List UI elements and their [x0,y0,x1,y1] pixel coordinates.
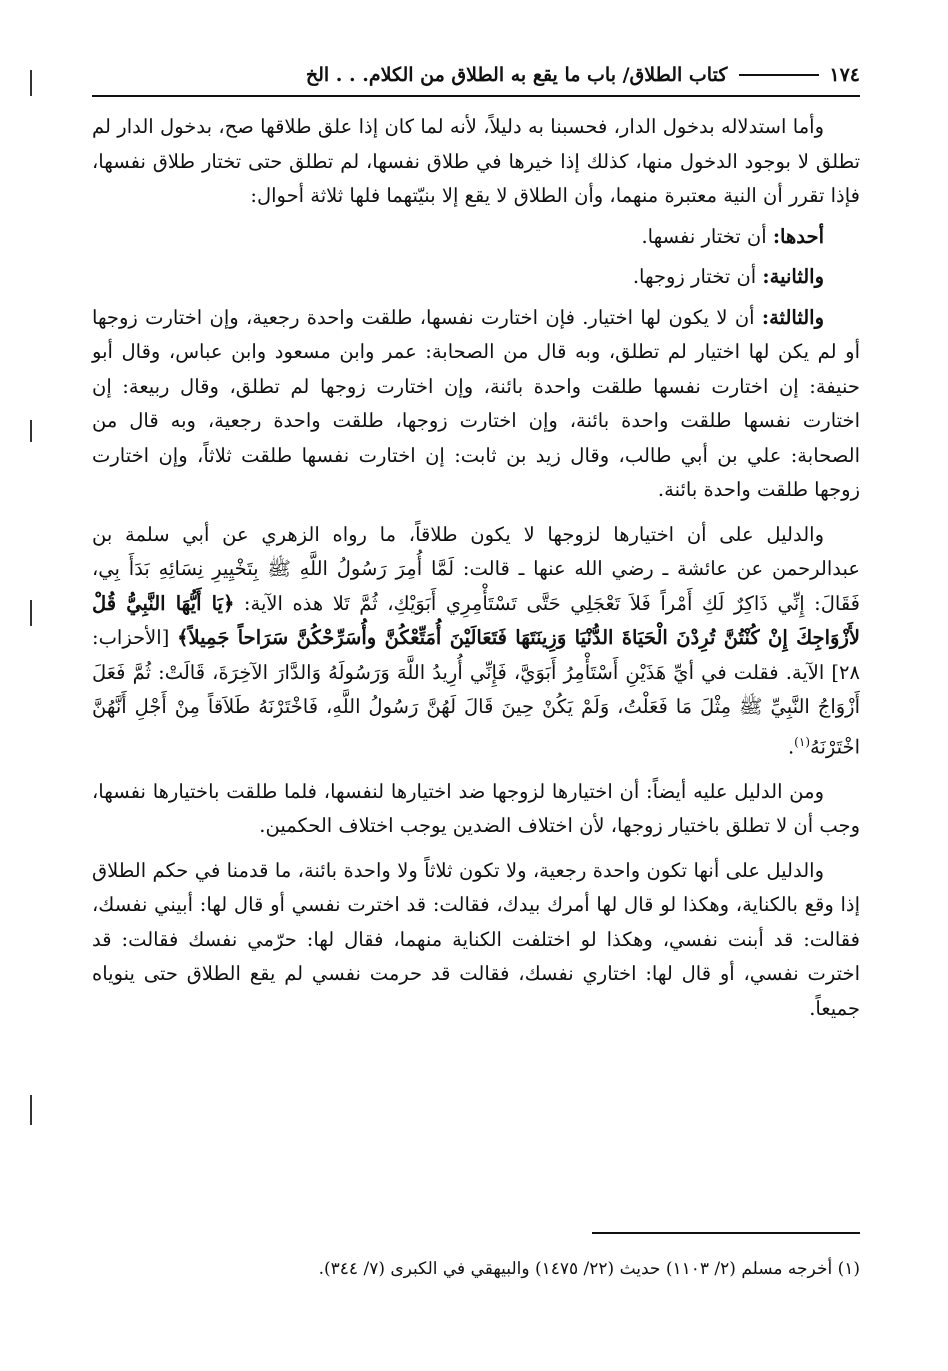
state-second [92,260,860,295]
state-third-text: أن لا يكون لها اختيار. فإن اختارت نفسها، طلقت واحدة رجعية، وإن اختارت زوجها أو لم يكن لها اختيار لم تطلق، وبه قال من الصحابة: عمر وابن مسعود وابن عباس، وقال أبو حنيفة: إن اختارت نفسها طلقت واحدة بائنة، وإن اختارت زوجها لم تطلق، وقال ربيعة: إن اختارت نفسها طلقت واحدة بائنة، وإن اختارت زوجها، طلقت واحدة رجعية، وبه قال من الصحابة: علي بن أبي طالب، وقال زيد بن ثابت: إن اختارت نفسها طلقت ثلاثاً، وإن اختارت زوجها طلقت واحدة بائنة. [92,305,860,501]
margin-mark [30,600,32,626]
evidence-1-text-b: [الأحزاب: ٢٨] الآية. فقلت في أيِّ هَذَيْنِ أَسْتَأْمِرُ أَبَوَيَّ، فَإِنِّي أُرِيدُ اللَّهَ وَرَسُولَهُ وَالدَّارَ الآخِرَةَ، قَالَتْ: ثُمَّ فَعَلَ أَزْوَاجُ النَّبِيِّ ﷺ مِثْلَ مَا فَعَلْتُ، وَلَمْ يَكُنْ حِينَ قَالَ لَهُنَّ رَسُولُ اللَّهِ، فَاخْتَرْنَهُ طَلاَقاً مِنْ أَجْلِ أَنَّهُنَّ اخْتَرْنَهُ [92,626,860,758]
state-second-label: والثانية: [762,265,824,288]
page-number: ١٧٤ [829,64,860,86]
paragraph-intro: وأما استدلاله بدخول الدار، فحسبنا به دليلاً، لأنه لما كان إذا علق طلاقها صح، بدخول الدار لم تطلق لا بوجود الدخول منها، كذلك إذا خيرها في طلاق نفسها، لم تطلق حتى تختار طلاق نفسها، فإذا تقرر أن النية معتبرة منهما، وأن الطلاق لا يقع إلا بنيّتهما فلها ثلاثة أحوال: [92,115,860,207]
state-first [92,220,860,255]
margin-mark [30,420,32,442]
paragraph-evidence-1 [92,518,860,765]
running-title: كتاب الطلاق/ باب ما يقع به الطلاق من الكلام. . . الخ [305,64,728,86]
state-first-text: أن تختار نفسها. [641,224,773,248]
paragraph-evidence-3: والدليل على أنها تكون واحدة رجعية، ولا تكون ثلاثاً ولا واحدة بائنة، ما قدمنا في حكم الطلاق إذا وقع بالكناية، وهكذا لو قال لها أمرك بيدك، فقالت: قد اخترت نفسي أو قال لها: أبيني نفسك، فقالت: قد أبنت نفسي، وهكذا لو اختلفت الكناية منهما، فقال لها: حرّمي نفسك فقالت: قد اخترت نفسي، أو قال لها: اختاري نفسك، فقالت قد حرمت نفسي لم يقع الطلاق حتى ينوياه جميعاً. [92,858,860,1020]
margin-mark [30,1095,32,1125]
margin-mark [30,70,32,96]
running-header [92,58,860,92]
evidence-1-end: . [787,735,795,758]
header-rule [92,95,860,97]
state-second-text: أن تختار زوجها. [632,265,763,288]
state-third [92,301,860,508]
main-text [92,110,860,1032]
state-third-label: والثالثة: [761,305,824,329]
footnote-separator [592,1232,860,1234]
header-dash [739,74,819,76]
evidence-1-text-a: والدليل على أن اختيارها لزوجها لا يكون طلاقاً، ما رواه الزهري عن أبي سلمة بن عبدالرحمن عن عائشة ـ رضي الله عنها ـ قالت: لَمَّا أُمِرَ رَسُولُ اللَّهِ ﷺ بِتَخْيِيرِ نِسَائِهِ بَدَأَ بِي، فَقَالَ: إِنِّي ذَاكِرٌ لَكِ أَمْراً فَلاَ تَعْجَلِي حَتَّى تَسْتَأْمِرِي أَبَوَيْكِ، ثُمَّ تَلا هذه الآية: [92,522,861,615]
state-first-label: أحدها: [772,224,824,248]
paragraph-evidence-2: ومن الدليل عليه أيضاً: أن اختيارها لزوجها ضد اختيارها لنفسها، فلما طلقت باختيارها نفسها، وجب أن لا تطلق باختيار زوجها، لأن اختلاف الضدين يوجب اختلاف الحكمين. [92,779,860,837]
quran-verse: ﴿يَا أَيُّهَا النَّبِيُّ قُلْ لأَزْوَاجِكَ إِنْ كُنْتُنَّ تُرِدْنَ الْحَيَاةَ الدُّنْيَا وَزِينَتَهَا فَتَعَالَيْنَ أُمَتِّعْكُنَّ وأُسَرِّحْكُنَّ سَرَاحاً جَمِيلاً﴾ [92,591,860,649]
footnote: (١) أخرجه مسلم (٢/ ١١٠٣) حديث (٢٢/ ١٤٧٥) والبيهقي في الكبرى (٧/ ٣٤٤). [318,1259,860,1279]
footnote-reference[interactable]: (١) [794,734,810,749]
